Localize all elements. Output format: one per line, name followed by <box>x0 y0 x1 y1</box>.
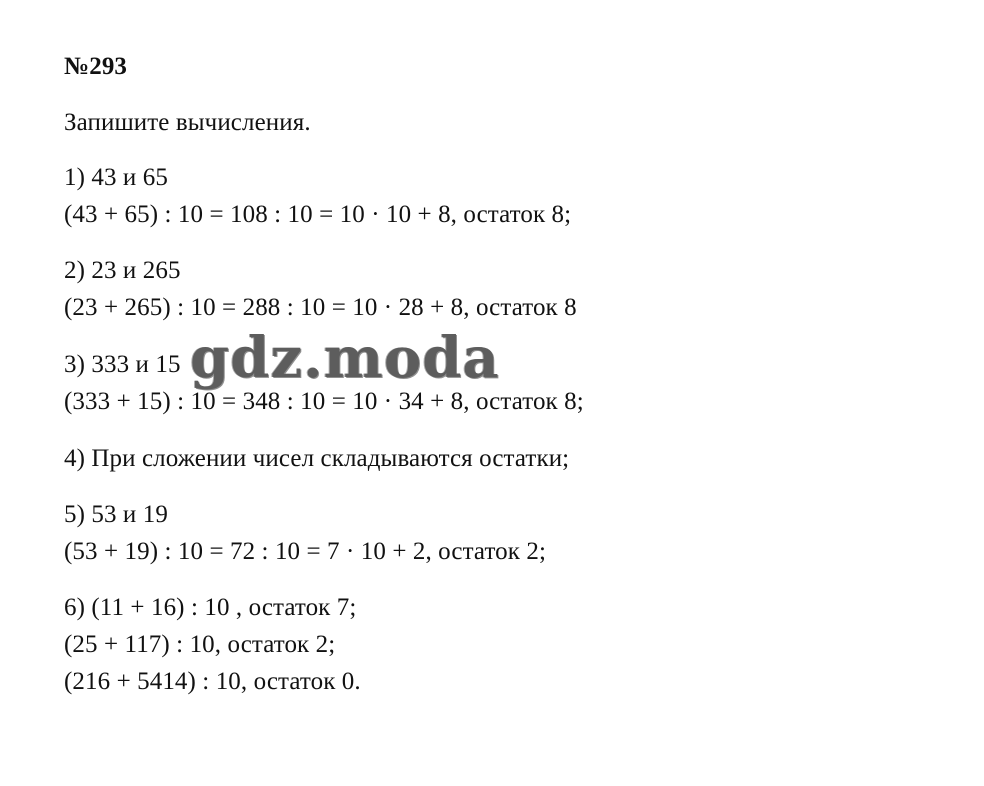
item-3-calc: (333 + 15) : 10 = 348 : 10 = 10 · 34 + 8, остаток 8; <box>64 388 584 415</box>
item-2-calc: (23 + 265) : 10 = 288 : 10 = 10 · 28 + 8, остаток 8 <box>64 294 577 321</box>
item-1-calc: (43 + 65) : 10 = 108 : 10 = 10 · 10 + 8, остаток 8; <box>64 201 572 228</box>
item-5-header: 5) 53 и 19 <box>64 501 168 528</box>
item-2-header: 2) 23 и 265 <box>64 257 181 284</box>
item-1-header: 1) 43 и 65 <box>64 164 168 191</box>
watermark-logo: gdz.moda <box>190 325 500 391</box>
item-6-line-3: (216 + 5414) : 10, остаток 0. <box>64 668 361 695</box>
item-6-header: 6) (11 + 16) : 10 , остаток 7; <box>64 594 357 621</box>
problem-number: №293 <box>64 53 128 80</box>
item-4-statement: 4) При сложении чисел складываются остатки; <box>64 445 570 472</box>
item-5-calc: (53 + 19) : 10 = 72 : 10 = 7 · 10 + 2, остаток 2; <box>64 538 546 565</box>
item-3-header: 3) 333 и 15 <box>64 351 181 378</box>
item-6-line-2: (25 + 117) : 10, остаток 2; <box>64 631 336 658</box>
instruction: Запишите вычисления. <box>64 109 311 136</box>
